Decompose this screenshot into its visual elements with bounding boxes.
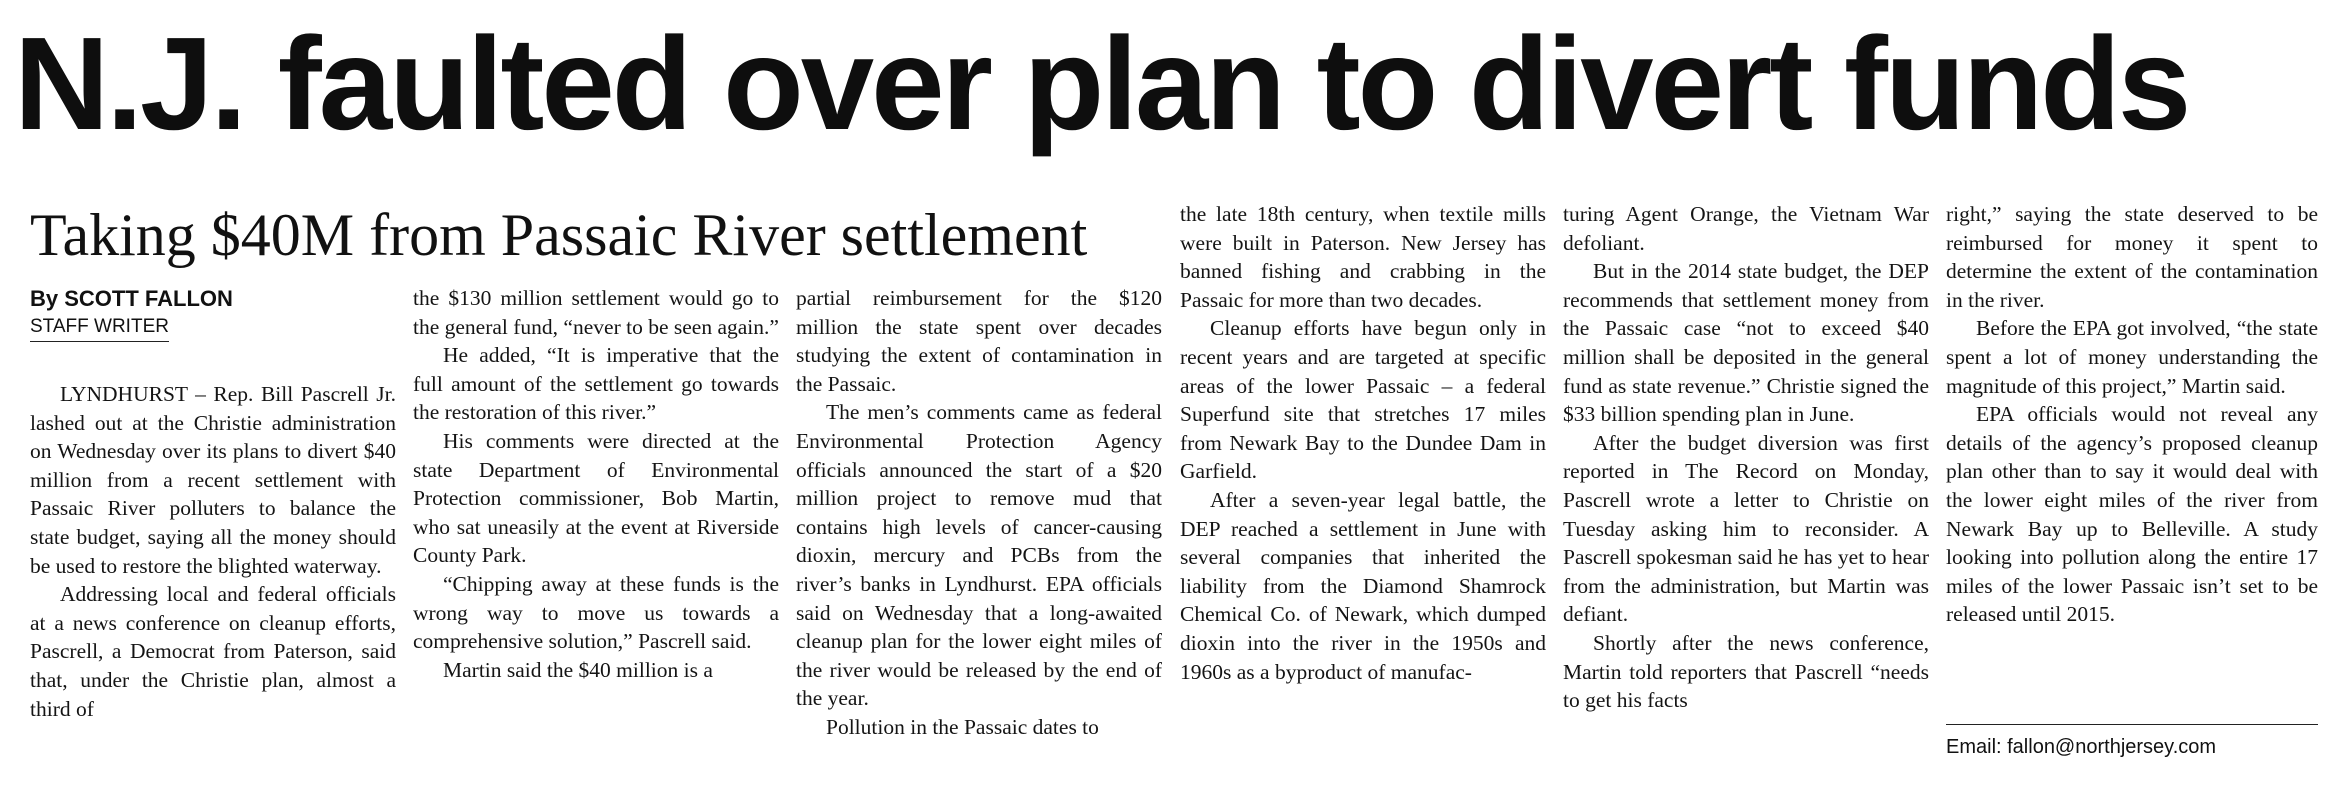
- article-column-3: [796, 284, 1162, 780]
- article-paragraph: right,” saying the state deserved to be reimbursed for money it spent to determine the extent of the contamination in the river.: [1946, 202, 2318, 312]
- article-paragraph: the $130 million settlement would go to the general fund, “never to be seen again.”: [413, 286, 779, 339]
- article-column-6: [1946, 200, 2318, 700]
- email-divider: [1946, 724, 2318, 725]
- article-paragraph: After a seven-year legal battle, the DEP reached a settlement in June with several companies that inherited the liability from the Diamond Shamrock Chemical Co. of Newark, which dumped dioxin into the river in the 1950s and 1960s as a byproduct of manufac-: [1180, 487, 1546, 684]
- article-paragraph: Pollution in the Passaic dates to: [826, 714, 1099, 739]
- byline: By SCOTT FALLON: [30, 286, 233, 311]
- article-column-4: [1180, 200, 1546, 780]
- staff-writer-label: STAFF WRITER: [30, 314, 169, 342]
- article-paragraph: But in the 2014 state budget, the DEP recommends that settlement money from the Passaic case “not to exceed $40 million shall be deposited in the general fund as state revenue.” Christie signed the $33 billion spending plan in June.: [1563, 259, 1929, 427]
- article-paragraph: Martin said the $40 million is a: [443, 657, 713, 682]
- author-email: Email: fallon@northjersey.com: [1946, 736, 2217, 758]
- article-paragraph: “Chipping away at these funds is the wrong way to move us towards a comprehensive solution,” Pascrell said.: [413, 571, 779, 654]
- article-paragraph: turing Agent Orange, the Vietnam War defoliant.: [1563, 202, 1929, 255]
- subheadline: Taking $40M from Passaic River settlement: [30, 202, 1088, 268]
- article-column-1: [30, 380, 396, 780]
- article-paragraph: He added, “It is imperative that the full amount of the settlement go towards the restoration of this river.”: [413, 343, 779, 425]
- article-paragraph: LYNDHURST – Rep. Bill Pascrell Jr. lashed out at the Christie administration on Wednesday over its plans to divert $40 million from a recent settlement with Passaic River polluters to balance the state budget, saying all the money should be used to restore the blighted waterway.: [30, 382, 396, 578]
- article-paragraph: After the budget diversion was first reported in The Record on Monday, Pascrell wrote a letter to Christie on Tuesday asking him to reconsider. A Pascrell spokesman said he has yet to hear from the administration, but Martin was defiant.: [1563, 430, 1929, 627]
- article-paragraph: The men’s comments came as federal Environmental Protection Agency officials announced the start of a $20 million project to remove mud that contains high levels of cancer-causing dioxin, mercury and PCBs from the river’s banks in Lyndhurst. EPA officials said on Wednesday that a long-awaited cleanup plan for the lower eight miles of the river would be released by the end of the year.: [796, 400, 1162, 711]
- article-column-5: [1563, 200, 1929, 780]
- article-column-2: [413, 284, 779, 780]
- article-paragraph: Shortly after the news conference, Martin told reporters that Pascrell “needs to get his facts: [1563, 630, 1929, 713]
- article-paragraph: partial reimbursement for the $120 million the state spent over decades studying the extent of contamination in the Passaic.: [796, 286, 1162, 396]
- headline: N.J. faulted over plan to divert funds: [14, 10, 2189, 157]
- article-paragraph: EPA officials would not reveal any details of the agency’s proposed cleanup plan other than to say it would deal with the lower eight miles of the river from Newark Bay up to Belleville. A study looking into pollution along the entire 17 miles of the lower Passaic isn’t set to be released until 2015.: [1946, 402, 2318, 627]
- article-paragraph: Before the EPA got involved, “the state spent a lot of money understanding the magnitude of this project,” Martin said.: [1946, 316, 2318, 398]
- article-paragraph: Addressing local and federal officials at a news conference on cleanup efforts, Pascrell, a Democrat from Paterson, said that, under the Christie plan, almost a third of: [30, 582, 396, 721]
- article-paragraph: the late 18th century, when textile mills were built in Paterson. New Jersey has banned fishing and crabbing in the Passaic for more than two decades.: [1180, 202, 1546, 312]
- article-paragraph: His comments were directed at the state Department of Environmental Protection commissioner, Bob Martin, who sat uneasily at the event at Riverside County Park.: [413, 428, 779, 568]
- article-paragraph: Cleanup efforts have begun only in recent years and are targeted at specific areas of the lower Passaic – a federal Superfund site that stretches 17 miles from Newark Bay to the Dundee Dam in Garfield.: [1180, 316, 1546, 484]
